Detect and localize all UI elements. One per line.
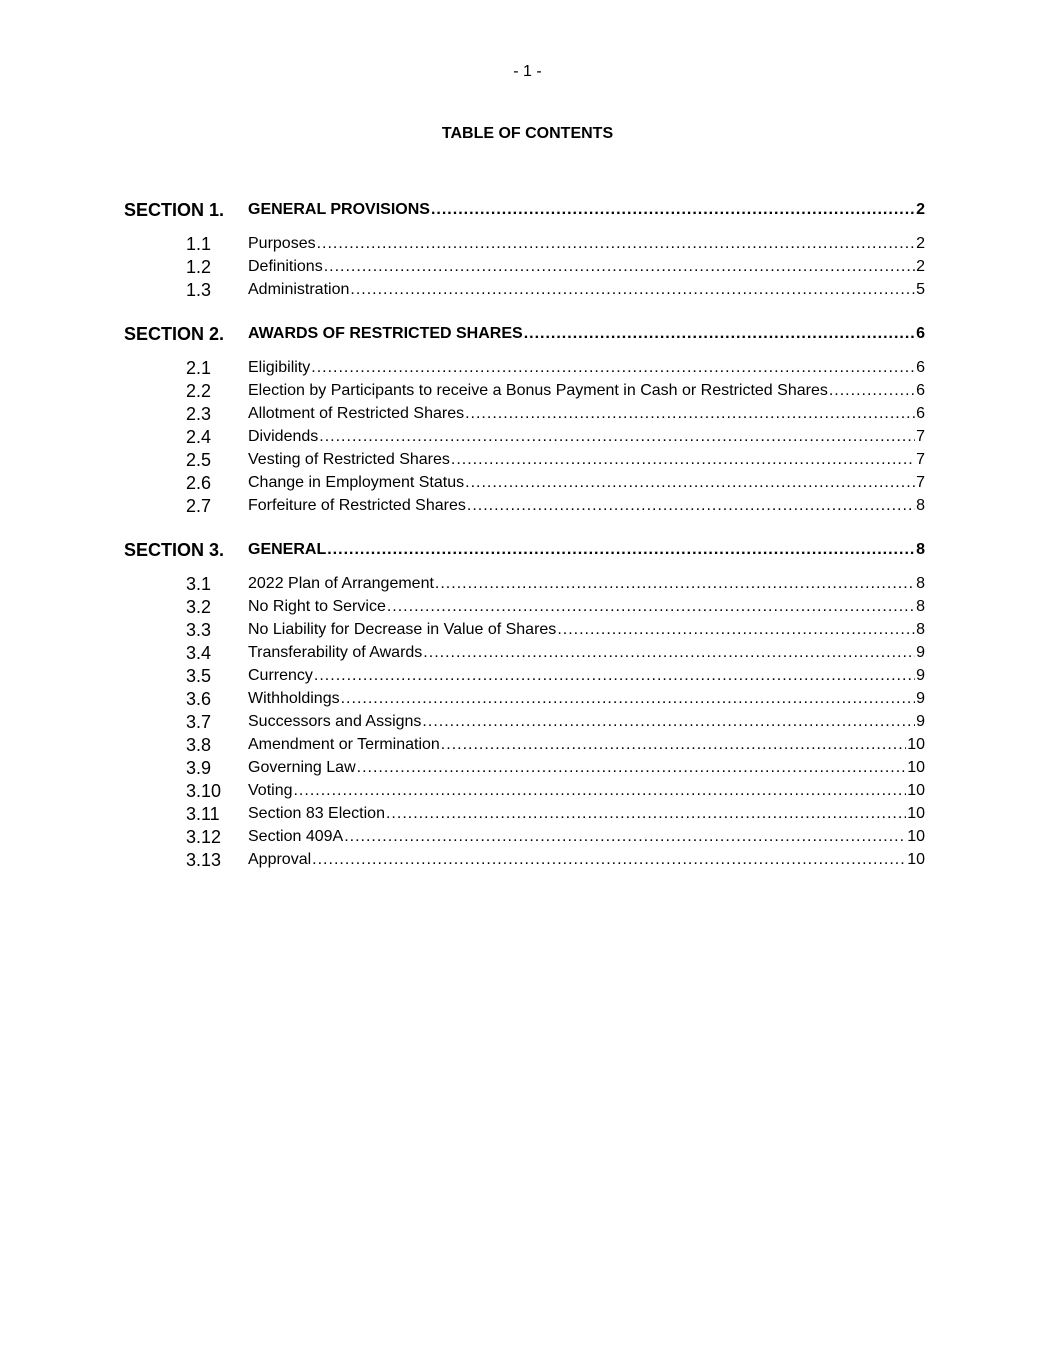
toc-entry-line: [248, 256, 925, 278]
dot-leader: [557, 619, 915, 641]
toc-entry-number: 3.10: [186, 781, 222, 801]
toc-entry-number: 3.13: [186, 850, 222, 870]
toc-entry-label: Voting: [248, 782, 293, 799]
toc-entry-number: 3.2: [186, 597, 212, 617]
toc-entry-page-number: 10: [907, 828, 925, 845]
dot-leader: [314, 665, 915, 687]
toc-entry-3-11[interactable]: [124, 803, 925, 825]
page-number: - 1 -: [513, 63, 542, 80]
toc-entry-section-1[interactable]: [124, 199, 925, 221]
toc-entry-number: 3.11: [186, 804, 220, 824]
toc-entry-line: [248, 688, 925, 710]
toc-entry-label: Change in Employment Status: [248, 474, 465, 491]
toc-entry-3-4[interactable]: [124, 642, 925, 664]
dot-leader: [386, 803, 906, 825]
toc-entry-line: [248, 826, 925, 848]
toc-entry-3-7[interactable]: [124, 711, 925, 733]
toc-entry-3-1[interactable]: [124, 573, 925, 595]
toc-entry-line: [248, 619, 925, 641]
toc-entry-number: 3.7: [186, 712, 212, 732]
toc-entry-page-number: 6: [916, 382, 925, 399]
toc-entry-page-number: 9: [916, 667, 925, 684]
toc-entry-number: 3.3: [186, 620, 212, 640]
toc-entry-number: 2.1: [186, 358, 212, 378]
toc-entry-number: 2.7: [186, 496, 212, 516]
toc-entry-number: 3.4: [186, 643, 212, 663]
toc-entry-label: Vesting of Restricted Shares: [248, 451, 450, 468]
toc-entry-label: GENERAL PROVISIONS: [248, 201, 430, 218]
toc-entry-number: SECTION 2.: [124, 324, 225, 344]
toc-entry-3-13[interactable]: [124, 849, 925, 871]
toc-entry-2-4[interactable]: [124, 426, 925, 448]
dot-leader: [317, 233, 916, 255]
toc-entry-page-number: 10: [907, 782, 925, 799]
dot-leader: [431, 199, 915, 221]
toc-entry-label: Eligibility: [248, 359, 311, 376]
toc-entry-number: 1.1: [186, 234, 212, 254]
toc-entry-line: [248, 573, 925, 595]
toc-entry-label: GENERAL: [248, 541, 327, 558]
toc-entry-label: Governing Law: [248, 759, 356, 776]
toc-entry-3-8[interactable]: [124, 734, 925, 756]
toc-entry-3-9[interactable]: [124, 757, 925, 779]
toc-entry-2-2[interactable]: [124, 380, 925, 402]
toc-entry-line: [248, 380, 925, 402]
toc-entry-2-3[interactable]: [124, 403, 925, 425]
toc-entry-page-number: 6: [916, 405, 925, 422]
toc-entry-1-3[interactable]: [124, 279, 925, 301]
dot-leader: [357, 757, 907, 779]
toc-entry-label: No Liability for Decrease in Value of Shares: [248, 621, 557, 638]
dot-leader: [467, 495, 915, 517]
dot-leader: [312, 849, 906, 871]
dot-leader: [441, 734, 906, 756]
toc-entry-number: 2.5: [186, 450, 212, 470]
toc-entry-number: 3.12: [186, 827, 222, 847]
toc-entry-label: Amendment or Termination: [248, 736, 440, 753]
dot-leader: [451, 449, 915, 471]
toc-entry-label: No Right to Service: [248, 598, 386, 615]
toc-entry-line: [248, 323, 925, 345]
toc-entry-label: Withholdings: [248, 690, 340, 707]
toc-entry-page-number: 8: [916, 575, 925, 592]
dot-leader: [327, 539, 915, 561]
toc-entry-label: 2022 Plan of Arrangement: [248, 575, 434, 592]
toc-entry-line: [248, 403, 925, 425]
toc-entry-1-2[interactable]: [124, 256, 925, 278]
toc-entry-2-7[interactable]: [124, 495, 925, 517]
dot-leader: [387, 596, 915, 618]
toc-entry-line: [248, 279, 925, 301]
toc-entry-line: [248, 642, 925, 664]
dot-leader: [829, 380, 915, 402]
toc-entry-line: [248, 596, 925, 618]
toc-entry-3-6[interactable]: [124, 688, 925, 710]
toc-entry-line: [248, 803, 925, 825]
toc-entry-line: [248, 426, 925, 448]
toc-entry-line: [248, 495, 925, 517]
toc-entry-label: Approval: [248, 851, 312, 868]
toc-entry-number: 3.1: [186, 574, 212, 594]
toc-entry-2-6[interactable]: [124, 472, 925, 494]
toc-entry-number: 1.3: [186, 280, 212, 300]
toc-entry-number: 2.2: [186, 381, 212, 401]
toc-entry-page-number: 10: [907, 851, 925, 868]
toc-entry-line: [248, 711, 925, 733]
toc-entry-line: [248, 757, 925, 779]
toc-entry-page-number: 10: [907, 759, 925, 776]
toc-entry-label: Successors and Assigns: [248, 713, 422, 730]
toc-entry-number: 3.8: [186, 735, 212, 755]
toc-entry-page-number: 7: [916, 428, 925, 445]
toc-entry-number: SECTION 1.: [124, 200, 225, 220]
toc-entry-number: 3.5: [186, 666, 212, 686]
toc-entry-3-3[interactable]: [124, 619, 925, 641]
toc-entry-label: AWARDS OF RESTRICTED SHARES: [248, 325, 523, 342]
toc-entry-label: Section 409A: [248, 828, 344, 845]
toc-entry-2-1[interactable]: [124, 357, 925, 379]
toc-entry-page-number: 2: [916, 235, 925, 252]
toc-title: TABLE OF CONTENTS: [441, 125, 614, 142]
toc-entry-page-number: 2: [916, 201, 925, 218]
toc-entry-label: Dividends: [248, 428, 319, 445]
toc-entry-label: Section 83 Election: [248, 805, 385, 822]
toc-entry-2-5[interactable]: [124, 449, 925, 471]
toc-entry-3-5[interactable]: [124, 665, 925, 687]
dot-leader: [465, 472, 915, 494]
dot-leader: [341, 688, 915, 710]
dot-leader: [319, 426, 915, 448]
toc-entry-page-number: 8: [916, 497, 925, 514]
toc-entry-number: 3.9: [186, 758, 212, 778]
toc-entry-3-10[interactable]: [124, 780, 925, 802]
toc-entry-label: Forfeiture of Restricted Shares: [248, 497, 466, 514]
toc-entry-3-12[interactable]: [124, 826, 925, 848]
toc-entry-page-number: 7: [916, 474, 925, 491]
dot-leader: [435, 573, 915, 595]
toc-entry-label: Purposes: [248, 235, 316, 252]
toc-entry-page-number: 10: [907, 736, 925, 753]
toc-entry-page-number: 9: [916, 713, 925, 730]
toc-entry-line: [248, 665, 925, 687]
toc-entry-label: Transferability of Awards: [248, 644, 423, 661]
toc-entry-line: [248, 539, 925, 561]
toc-entry-label: Administration: [248, 281, 350, 298]
toc-entry-line: [248, 449, 925, 471]
toc-entry-line: [248, 233, 925, 255]
toc-entry-page-number: 9: [916, 690, 925, 707]
dot-leader: [311, 357, 915, 379]
toc-entry-label: Definitions: [248, 258, 323, 275]
toc-entry-page-number: 9: [916, 644, 925, 661]
dot-leader: [422, 711, 915, 733]
dot-leader: [344, 826, 906, 848]
toc-entry-line: [248, 199, 925, 221]
toc-entry-number: 2.6: [186, 473, 212, 493]
toc-entry-line: [248, 472, 925, 494]
toc-entry-line: [248, 734, 925, 756]
toc-entry-number: 1.2: [186, 257, 212, 277]
dot-leader: [293, 780, 906, 802]
dot-leader: [423, 642, 915, 664]
toc-entry-number: 2.4: [186, 427, 212, 447]
toc-entry-page-number: 10: [907, 805, 925, 822]
toc-entry-page-number: 8: [916, 598, 925, 615]
dot-leader: [350, 279, 915, 301]
toc-entry-number: 3.6: [186, 689, 212, 709]
toc-entry-page-number: 6: [916, 325, 925, 342]
toc-entry-section-2[interactable]: [124, 323, 925, 345]
toc-entry-number: SECTION 3.: [124, 540, 225, 560]
toc-entry-page-number: 8: [916, 541, 925, 558]
toc-entry-label: Election by Participants to receive a Bonus Payment in Cash or Restricted Shares: [248, 382, 828, 399]
toc-entry-page-number: 2: [916, 258, 925, 275]
toc-entry-number: 2.3: [186, 404, 212, 424]
toc-entry-label: Currency: [248, 667, 313, 684]
toc-entry-page-number: 5: [916, 281, 925, 298]
dot-leader: [524, 323, 915, 345]
toc-entry-label: Allotment of Restricted Shares: [248, 405, 465, 422]
toc-entry-line: [248, 780, 925, 802]
toc-entry-line: [248, 357, 925, 379]
toc-entry-page-number: 8: [916, 621, 925, 638]
toc-entry-1-1[interactable]: [124, 233, 925, 255]
toc-entry-line: [248, 849, 925, 871]
toc-entry-section-3[interactable]: [124, 539, 925, 561]
dot-leader: [465, 403, 915, 425]
dot-leader: [324, 256, 915, 278]
toc-entry-3-2[interactable]: [124, 596, 925, 618]
toc-entry-page-number: 6: [916, 359, 925, 376]
toc-entry-page-number: 7: [916, 451, 925, 468]
